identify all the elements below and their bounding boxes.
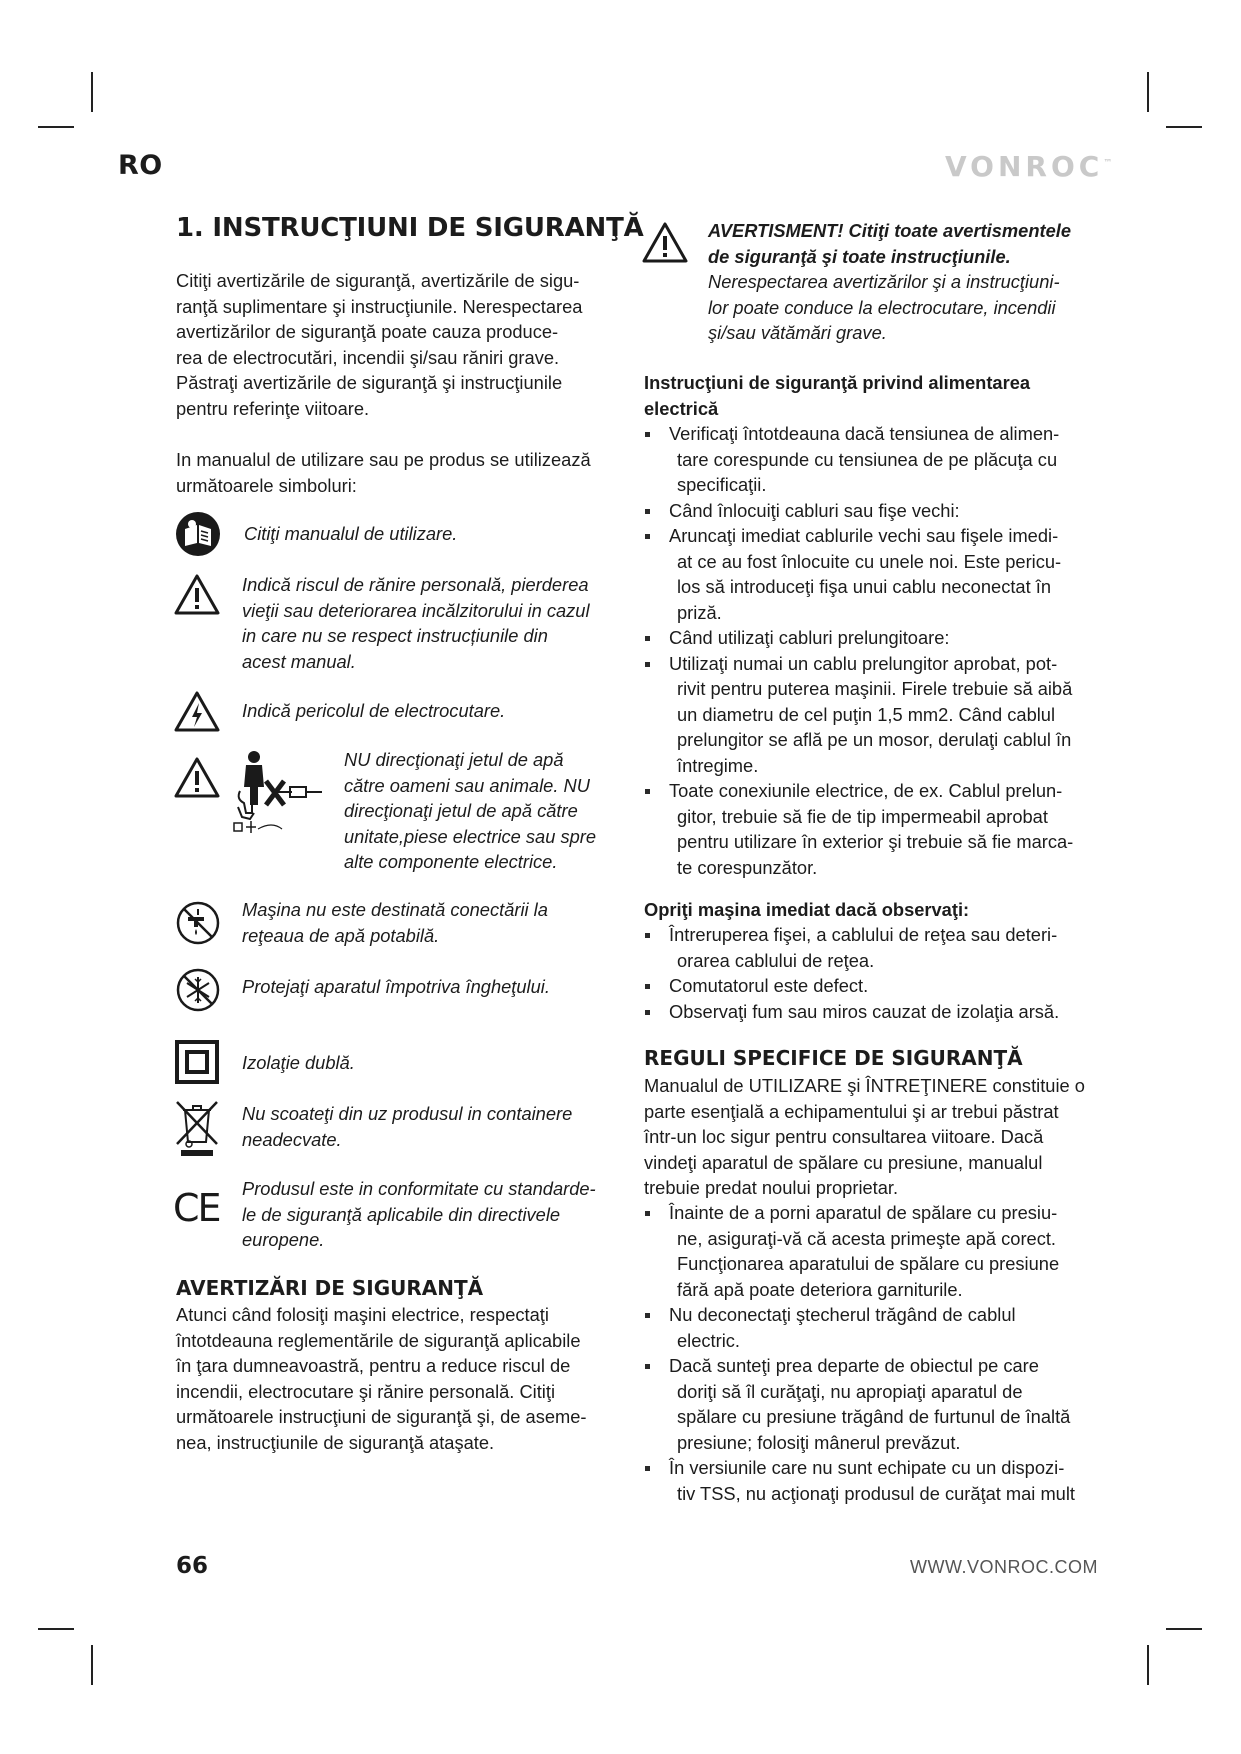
intro-paragraph — [176, 268, 582, 421]
paragraph-line: întotdeauna reglementările de siguranţă aplicabile — [176, 1329, 581, 1351]
power-supply-title — [644, 370, 1030, 421]
crop-mark — [1166, 1628, 1202, 1630]
brand-logo — [945, 150, 1112, 183]
symbol-text-line: Produsul este in conformitate cu standarde- — [242, 1178, 596, 1199]
symbol-text-line: Protejaţi aparatul împotriva îngheţului. — [242, 976, 550, 997]
brand-trademark: ™ — [1103, 158, 1113, 169]
symbol-text-line: le de siguranţă aplicabile din directivele — [242, 1203, 561, 1225]
symbols-intro-line: următoarele simboluri: — [176, 474, 357, 496]
specific-rules-title: REGULI SPECIFICE DE SIGURANŢĂ — [644, 1046, 1023, 1070]
section-title: 1. INSTRUCŢIUNI DE SIGURANŢĂ — [176, 213, 644, 243]
stop-machine-list — [644, 922, 1059, 1024]
symbol-text-line: alte componente electrice. — [344, 851, 558, 872]
crop-mark — [91, 72, 93, 112]
paragraph-line: în ţara dumneavoastră, pentru a reduce riscul de — [176, 1355, 571, 1376]
warning-italic-line: Nerespectarea avertizărilor şi a instrucţiuni- — [708, 271, 1060, 292]
list-item-cont: specificaţii. — [677, 474, 767, 495]
symbol-text-line: direcţionaţi jetul de apă către — [344, 800, 578, 821]
subtitle-line: Opriţi maşina imediat dacă observaţi: — [644, 899, 970, 920]
list-item-cont: presiune; folosiţi mânerul prevăzut. — [677, 1431, 961, 1453]
crop-mark — [91, 1645, 93, 1685]
list-item-cont: te corespunzător. — [677, 856, 818, 878]
symbol-text-line: Izolaţie dublă. — [242, 1052, 355, 1073]
warning-bold-line: de siguranţă şi toate instrucţiunile. — [708, 245, 1011, 267]
paragraph-line: trebuie predat noului proprietar. — [644, 1177, 899, 1198]
warning-triangle-icon — [642, 221, 688, 263]
crossed-bin-icon — [175, 1100, 219, 1158]
symbol-text-line: către oameni sau animale. NU — [344, 774, 590, 796]
symbol-text-line: Indică pericolul de electrocutare. — [242, 700, 506, 721]
frost-protection-icon — [176, 968, 220, 1012]
warning-bold-line: AVERTISMENT! Citiţi toate avertismentele — [708, 220, 1071, 241]
symbol-injury-text — [242, 572, 590, 674]
list-item-cont: rivit pentru puterea maşinii. Firele trebuie să aibă — [677, 678, 1073, 699]
list-item: Întreruperea fişei, a cablului de reţea sau deteri- — [644, 922, 1059, 948]
subtitle-line: electrică — [644, 397, 719, 419]
list-item-cont: tiv TSS, nu acţionaţi produsul de curăţat mai mult — [677, 1482, 1075, 1504]
symbol-text-line: Indică riscul de rănire personală, pierderea — [242, 574, 589, 595]
symbol-text-line: Nu scoateţi din uz produsul in containere — [242, 1103, 573, 1124]
list-item-cont: doriţi să îl curăţaţi, nu apropiaţi aparatul de — [677, 1380, 1023, 1402]
list-item-cont: gitor, trebuie să fie de tip impermeabil aprobat — [677, 805, 1048, 827]
stop-machine-title — [644, 897, 969, 923]
list-item-cont: prelungitor se află pe un mosor, derulaţi cablul în — [677, 729, 1072, 750]
list-item: Utilizaţi numai un cablu prelungitor aprobat, pot- — [644, 651, 1073, 677]
paragraph-line: Manualul de UTILIZARE şi ÎNTREŢINERE constituie o — [644, 1075, 1085, 1096]
list-item-cont: spălare cu presiune trăgând de furtunul de înaltă — [677, 1406, 1071, 1427]
crop-mark — [1147, 1645, 1149, 1685]
list-item: Înainte de a porni aparatul de spălare cu presiu- — [644, 1200, 1075, 1226]
symbol-text-line: acest manual. — [242, 650, 356, 672]
symbol-text-line: Citiţi manualul de utilizare. — [244, 523, 458, 544]
symbol-disposal-text — [242, 1101, 572, 1152]
paragraph-line: Atunci când folosiţi maşini electrice, respectaţi — [176, 1304, 549, 1325]
double-insulation-icon — [175, 1040, 219, 1084]
intro-line: Citiţi avertizările de siguranţă, avertizările de sigu- — [176, 270, 580, 291]
warning-italic-line: şi/sau vătămări grave. — [708, 322, 887, 343]
list-item-cont: pentru utilizare în exterior şi trebuie să fie marca- — [677, 831, 1074, 852]
symbol-text-line: Maşina nu este destinată conectării la — [242, 899, 548, 920]
symbol-text-line: neadecvate. — [242, 1128, 342, 1150]
specific-rules-list — [644, 1200, 1075, 1506]
symbols-intro — [176, 447, 591, 498]
symbols-intro-line: In manualul de utilizare sau pe produs se utilizează — [176, 449, 591, 470]
website-link[interactable]: WWW.VONROC.COM — [910, 1557, 1098, 1577]
language-code: RO — [118, 150, 163, 181]
list-item-cont: Funcţionarea aparatului de spălare cu presiune — [677, 1253, 1060, 1274]
list-item: Când utilizaţi cabluri prelungitoare: — [644, 625, 1073, 651]
power-supply-list — [644, 421, 1073, 880]
no-spray-people-icon — [232, 747, 332, 837]
intro-line: avertizărilor de siguranţă poate cauza producе- — [176, 321, 559, 342]
symbol-frost-text — [242, 974, 550, 1000]
list-item: Nu deconectaţi ştecherul trăgând de cablul — [644, 1302, 1075, 1328]
warning-italic-line: lor poate conduce la electrocutare, incendii — [708, 296, 1056, 318]
intro-line: pentru referinţe viitoare. — [176, 397, 370, 419]
symbol-text-line: in care nu se respect instrucțiunile din — [242, 625, 548, 646]
paragraph-line: vindeţi aparatul de spălare cu presiune, manualul — [644, 1151, 1043, 1173]
warning-triangle-icon — [174, 573, 220, 615]
symbol-read-manual-text — [244, 521, 457, 547]
list-item-cont: at ce au fost înlocuite cu unele noi. Este pericu- — [677, 550, 1062, 572]
electric-shock-icon — [174, 690, 220, 732]
list-item-cont: un diametru de cel puţin 1,5 mm2. Când cablul — [677, 703, 1056, 725]
list-item: Când înlocuiţi cabluri sau fişe vechi: — [644, 498, 1073, 524]
symbol-double-insulation-text — [242, 1050, 355, 1076]
list-item-cont: întregime. — [677, 754, 759, 776]
list-item: Toate conexiunile electrice, de ex. Cablul prelun- — [644, 778, 1073, 804]
crop-mark — [1147, 72, 1149, 112]
no-potable-water-icon — [176, 901, 220, 945]
subtitle-line: Instrucţiuni de siguranţă privind alimentarea — [644, 372, 1031, 393]
crop-mark — [38, 126, 74, 128]
symbol-text-line: reţeaua de apă potabilă. — [242, 924, 440, 946]
intro-line: rea de electrocutări, incendii şi/sau răniri grave. — [176, 346, 560, 368]
symbol-potable-water-text — [242, 897, 548, 948]
specific-rules-paragraph — [644, 1073, 1085, 1201]
brand-name: VONROC — [945, 150, 1104, 183]
symbol-text-line: NU direcţionaţi jetul de apă — [344, 749, 564, 770]
paragraph-line: nea, instrucţiunile de siguranţă ataşate. — [176, 1431, 495, 1453]
symbol-electrocution-text — [242, 698, 505, 724]
symbol-ce-text — [242, 1176, 596, 1253]
paragraph-line: incendii, electrocutare şi rănire personală. Citiţi — [176, 1380, 556, 1402]
symbol-text-line: unitate,piese electrice sau spre — [344, 825, 597, 847]
list-item-cont: orarea cablului de reţea. — [677, 949, 875, 971]
safety-warnings-paragraph — [176, 1302, 587, 1455]
crop-mark — [1166, 126, 1202, 128]
warning-box-text — [708, 218, 1071, 346]
list-item-cont: los să introduceţi fişa unui cablu neconectat în — [677, 576, 1051, 597]
list-item: Aruncaţi imediat cablurile vechi sau fişele imedi- — [644, 523, 1073, 549]
list-item-cont: priză. — [677, 601, 722, 623]
intro-line: ranţă suplimentare şi instrucţiunile. Nerespectarea — [176, 295, 583, 317]
paragraph-line: într-un loc sigur pentru consultarea viitoare. Dacă — [644, 1126, 1044, 1147]
list-item: Verificaţi întotdeauna dacă tensiunea de alimen- — [644, 421, 1073, 447]
read-manual-icon — [175, 511, 221, 557]
list-item-cont: ne, asiguraţi-vă că acesta primeşte apă corect. — [677, 1227, 1057, 1249]
warning-triangle-icon — [174, 756, 220, 798]
list-item: În versiunile care nu sunt echipate cu un dispozi- — [644, 1455, 1075, 1481]
page-number: 66 — [176, 1553, 209, 1579]
list-item: Dacă sunteţi prea departe de obiectul pe care — [644, 1353, 1075, 1379]
safety-warnings-title: AVERTIZĂRI DE SIGURANŢĂ — [176, 1276, 484, 1300]
ce-mark-icon: CE — [173, 1186, 220, 1230]
symbol-text-line: vieţii sau deteriorarea incălzitorului in cazul — [242, 599, 590, 621]
list-item-cont: electric. — [677, 1329, 740, 1351]
list-item: Observaţi fum sau miros cauzat de izolaţia arsă. — [644, 999, 1059, 1025]
list-item-cont: tare corespunde cu tensiunea de pe plăcuţa cu — [677, 448, 1058, 470]
paragraph-line: următoarele instrucţiuni de siguranţă şi, de aseme- — [176, 1406, 587, 1427]
symbol-water-jet-text — [344, 747, 596, 875]
list-item-cont: fără apă poate deteriora garniturile. — [677, 1278, 963, 1300]
list-item: Comutatorul este defect. — [644, 973, 1059, 999]
symbol-text-line: europene. — [242, 1229, 325, 1250]
paragraph-line: parte esenţială a echipamentului şi ar trebui păstrat — [644, 1100, 1059, 1122]
intro-line: Păstraţi avertizările de siguranţă şi instrucţiunile — [176, 372, 563, 393]
crop-mark — [38, 1628, 74, 1630]
